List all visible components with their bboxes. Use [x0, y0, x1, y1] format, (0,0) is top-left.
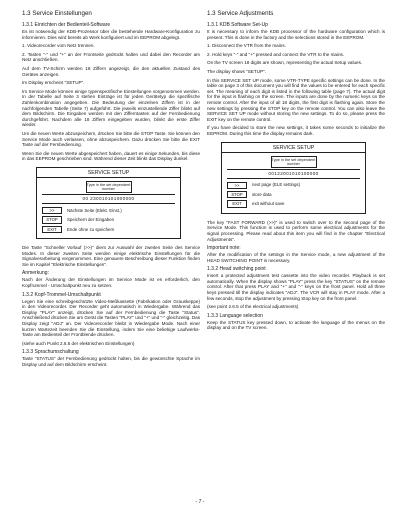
paragraph: Keep the STATUS key pressed down, to activate the language of the menus on the display and on the TV screen. — [207, 319, 385, 331]
service-setup-box — [221, 142, 366, 214]
english-column — [207, 10, 385, 334]
subsection-title: 1.3.3 Language selection — [207, 312, 263, 319]
key-label: EXIT — [42, 226, 62, 233]
key-row — [42, 226, 175, 233]
note-text: Nach der Änderung der Einstellungen im Service Mode ist es erforderlich, den Kopfrummel - Umschaltpunkt neu zu setzen. — [22, 277, 200, 289]
key-row — [227, 191, 360, 198]
paragraph: Die Taste "Schneller Vorlauf (>>)" dient zur Auswahl der zweiten Seite des Service Modes. In dieser zweiten Seite werden einige elektrische Einstellungen für die Signalverarbeitung vorgenommen. Eine genauere Beschreibung dieser Funktion finden Sie im Kapitel "Elektrische Einstellungen". — [22, 245, 200, 267]
key-label: >> — [42, 207, 62, 214]
setup-value: 00 230010101000000 — [42, 194, 175, 204]
paragraph: The key "FAST FORWARD (>>)" is used to switch over to the second page of the Service Mode. This function is used to perform some electrical adjustments for the signal processing. Please read about this item you will find in the chapter "Electrical Adjustments". — [207, 219, 385, 242]
paragraph: Legen Sie eine schreibgeschützte Video-Meßkassette (Fabrikation oder Grauskeppe) in den Videorecorder. Der Recorder geht automatisch in Wiedergabe. Während das Display "PLAY" anzeigt, drücken Sie auf der Fernbedienung die Taste "Status". Anschließend drücken Sie am Gerät die Tasten "PLAY" und "+" und "-" gleichzeitig. Das Display zeigt "ADJ" an. Der Videorecorder bleibt in Wiedergabe Mode. Nach einer kurzen Wartezeit beenden Sie die Einstellung, indem Sie eine beliebige Laufwerks-Taste am Bedienteil der Frontblende drücken. — [22, 298, 200, 338]
key-label: EXIT — [227, 200, 247, 207]
paragraph: Im Service Mode können einige typenspezifische Einstellungen vorgenommen werden. In der Tabelle auf Seite 3 stehen Einträge ist für jeden Gerätetyp die spezifische Zahlenkombination angegeben. Die Bedeutung der einzelnen Ziffern ist in der nachfolgenden Tabelle (Seite 7) aufgeführt. Die jeweils einzustellende Ziffer blinkt auf dem Bildschirm. Die Eingaben werden mit den Zifferntasten auf der Fernbedienung durchgeführt. Nachdem alle 18 Ziffern eingegeben wurden, blinkt die erste Ziffer wieder. — [22, 88, 200, 128]
box-title: SERVICE SETUP — [37, 170, 180, 178]
paragraph: It is necessary to inform the KDB processor of the hardware configuration which is present. This is done in the factory and the selections stored in the EEPROM. — [207, 29, 385, 40]
section-title: 1.3 Service Einstellungen — [22, 10, 92, 17]
key-row — [42, 216, 175, 223]
key-row — [227, 200, 360, 207]
step: 2. Tasten "-" und "+" an der Frontseite gedrückt halten und dabei den Recorder am Netz anschließen. — [22, 51, 200, 63]
box-title: SERVICE SETUP — [222, 145, 365, 153]
key-description: Nächste Seite (Elekt. Einst.) — [67, 207, 122, 213]
key-description: Speichern der Eingaben — [67, 217, 115, 223]
note-title: Important note: — [207, 245, 241, 252]
key-label: STOP — [42, 216, 62, 223]
key-description: exit without save — [252, 201, 285, 207]
setup-value: 00122001010100000 — [227, 169, 360, 179]
type-label: Type in the set dependent number — [86, 181, 132, 193]
section-title: 1.3 Service Adjustments — [207, 10, 274, 17]
key-row — [227, 182, 360, 189]
paragraph: (siehe auch Punkt 2.6.5 der elektrischen Einstellungen) — [22, 340, 135, 346]
subsection-title: 1.3.1 KDB Software Set-Up — [207, 22, 268, 28]
key-row — [42, 207, 175, 214]
paragraph: The display shows "SETUP". — [207, 68, 266, 74]
note-title: Anmerkung: — [22, 270, 49, 277]
paragraph: On the TV screen 18 digits are shown, representing the actual Setup values. — [207, 60, 363, 66]
note-text: After the modification of the settings in the Service mode, a new adjustment of the HEAD SWITCHING POINT is necessary. — [207, 252, 385, 263]
paragraph: Taste "STATUS" der Fernbedienung gedrückt halten, bis die gewünschte Sprache im Display und auf dem Bildschirm erscheint. — [22, 356, 200, 367]
type-label: Type in the set dependent number — [271, 156, 317, 168]
paragraph: Es ist notwendig der KDB-Prozessor über die bestehende Hardware-Konfiguration zu informieren. Dies wird bereits ab Werk konfiguriert und im EEPROM abgelegt. — [22, 29, 200, 40]
key-label: >> — [227, 182, 247, 189]
subsection-title: 1.3.3 Sprachumschaltung — [22, 349, 79, 356]
subsection-title: 1.3.2 Kopf-Trommel-Umschaltpunkt — [22, 291, 101, 298]
paragraph: In this SERVICE SET UP mode, some VTR-TYPE specific settings can be done. In the table on page 3 of this document you will find the values to be entered for each specific set. The meaning of each digit is listed in the following table (page 7). The actual digit for the input is flashing on the screen. The inputs are done by the numeric keys on the remote control. After the input of all 18 digits, the first digit is flashing again. Store the new settings by pressing the STOP key on the remote control. You can also leave the SERVICE SET UP mode without storing the new settings. To do so, please press the EXIT key on the remote control. — [207, 77, 385, 122]
paragraph: Um die neuen Werte abzuspeichern, drücken Sie bitte die STOP Taste. Sie können den Service Mode auch verlassen, ohne abzuspeichern. Dazu drücken Sie bitte die EXIT Taste auf der Fernbedienung. — [22, 130, 200, 148]
step: 1. Videorecorder vom Netz trennen. — [22, 43, 95, 49]
key-description: store data — [252, 191, 272, 197]
service-setup-box — [36, 167, 181, 239]
step: 1. Disconnect the VTR from the mains. — [207, 43, 286, 49]
german-column — [22, 10, 200, 371]
paragraph: Auf dem TV-Schirm werden 18 Ziffern angezeigt, die den aktuellen Zustand des Gerätes anzeigen. — [22, 65, 200, 77]
paragraph: Wenn Sie die neuen Werte abgespeichert haben, dauert es einige Sekunden, bis diese in das EEPROM geschrieben sind. Während dieser Zeit blinkt das Display dunkel. — [22, 150, 200, 162]
page-number: - 7 - — [195, 499, 205, 505]
paragraph: If you have decided to store the new settings, it takes some seconds to initialize the EEPROM. During this time the display remains dark. — [207, 125, 385, 136]
key-description: Ende ohne zu speichern — [67, 226, 115, 232]
step: 2. Hold keys "-" and "+" pressed and connect the VTR to the mains. — [207, 51, 345, 57]
paragraph: (see point 2.6.5 of the electrical adjustments) — [207, 304, 299, 310]
paragraph: Insert a protected adjustment test cassette into the video recorder. Playback is set automatically. When the display shows "PLAY" press the key "STATUS" on the remote control. After that press PLAY and "+" and "-" keys on the front panel. Hold all three keys pressed till the display indicates "ADJ". The VCR will stay in PLAY mode. After a few seconds, stop the adjustment by pressing Stop key on the front panel. — [207, 273, 385, 301]
subsection-title: 1.3.2 Head switching point — [207, 266, 266, 273]
key-description: next page (ELE settings) — [252, 182, 301, 188]
key-label: STOP — [227, 191, 247, 198]
paragraph: Im Display erscheint "SETUP". — [22, 80, 85, 86]
subsection-title: 1.3.1 Einrichten der Bedienteil-Software — [22, 22, 111, 28]
